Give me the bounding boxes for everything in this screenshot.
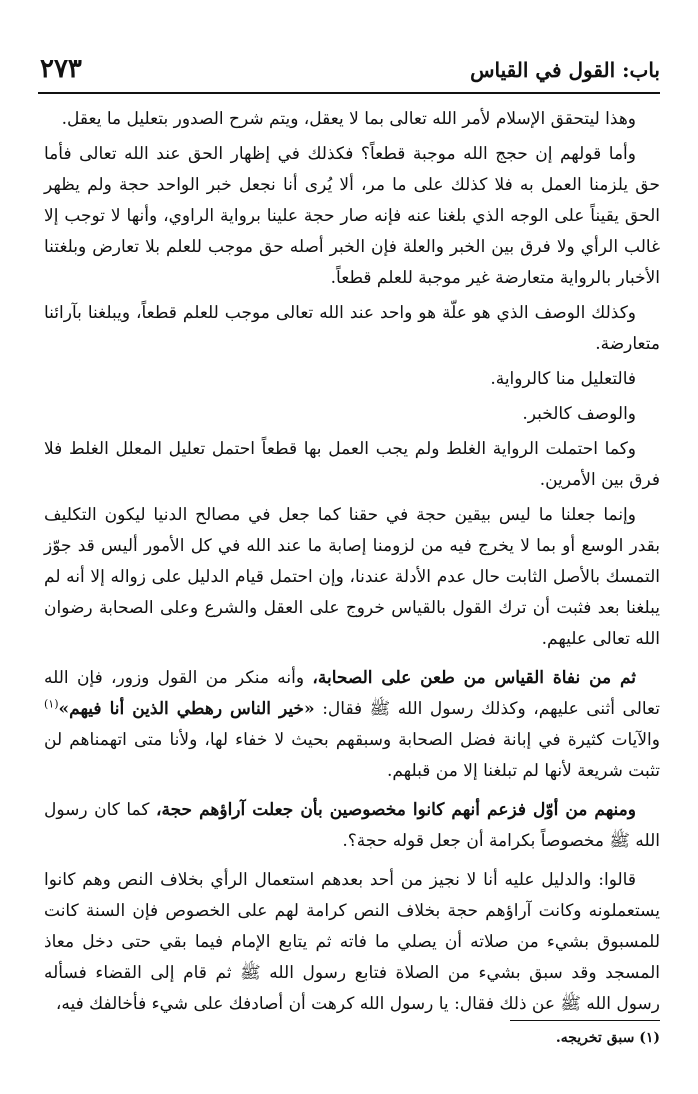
paragraph: وكذلك الوصف الذي هو علّة هو واحد عند الله تعالى موجب للعلم قطعاً، ويبلغنا بآرائنا متعارضة. bbox=[44, 303, 660, 354]
footnote-marker: (١) bbox=[639, 1030, 660, 1046]
section-lead: ثم من نفاة القياس من طعن على الصحابة، bbox=[312, 668, 636, 688]
paragraph: فالتعليل منا كالرواية. bbox=[490, 369, 636, 389]
footnote-divider bbox=[510, 1020, 660, 1021]
paragraph: وهذا ليتحقق الإسلام لأمر الله تعالى بما لا يعقل، ويتم شرح الصدور بتعليل ما يعقل. bbox=[61, 109, 636, 129]
footnote-text: سبق تخريجه. bbox=[555, 1030, 635, 1046]
page-number: ٢٧٣ bbox=[40, 54, 82, 84]
footnote-ref[interactable]: (١) bbox=[44, 697, 59, 711]
paragraph: وكما احتملت الرواية الغلط ولم يجب العمل بها قطعاً احتمل تعليل المعلل الغلط فلا فرق بين الأمرين. bbox=[44, 439, 660, 490]
chapter-title: باب: القول في القياس bbox=[470, 58, 660, 82]
paragraph: وأما قولهم إن حجج الله موجبة قطعاً؟ فكذلك في إظهار الحق عند الله تعالى فأما حق يلزمنا العمل به فلا كذلك على ما مر، ألا يُرى أنا نجعل خبر الواحد حجة ولم يظهر الحق يقيناً على الوجه الذي بلغنا عنه فإنه صار حجة علينا برواية الراوي، وأنها لا توجب إلا غالب الرأي ولا فرق بين الخبر والعلة فإن الخبر أصله حق موجب للعلم بلا تعارض وبلغتنا الأخبار بالرواية متعارضة غير موجبة للعلم قطعاً. bbox=[44, 144, 660, 288]
paragraph-text: والآيات كثيرة في إبانة فضل الصحابة وسبقهم بحيث لا خفاء لها، ولأنا متى اتهمناهم لن تثبت شريعة لأنها لم تبلغنا إلا من قبلهم. bbox=[44, 730, 660, 781]
footnote bbox=[556, 1030, 660, 1046]
section-lead: ومنهم من أوّل فزعم أنهم كانوا مخصوصين بأن جعلت آراؤهم حجة، bbox=[155, 800, 636, 820]
paragraph-section-companions bbox=[44, 663, 660, 787]
paragraph: وإنما جعلنا ما ليس بيقين حجة في حقنا كما جعل في مصالح الدنيا ليكون التكليف بقدر الوسع أو بما لا يخرج فيه من لزومنا إصابة ما عند الله في كل الأمور أليس قد جوّز التمسك بالأصل الثابت حال عدم الأدلة عندنا، وإن احتمل قيام الدليل على زواله إلا أنه لم يبلغنا بعد فثبت أن ترك القول بالقياس خروج على العقل والشرع وعلى الصحابة رضوان الله تعالى عليهم. bbox=[44, 505, 660, 649]
paragraph-text: كما كان رسول الله ﷺ مخصوصاً بكرامة أن جعل قوله حجة؟. bbox=[44, 800, 660, 851]
paragraph: والوصف كالخبر. bbox=[522, 404, 636, 424]
hadith-quote: «خير الناس رهطي الذين أنا فيهم» bbox=[58, 699, 315, 719]
main-text bbox=[44, 104, 660, 1024]
paragraph-text: وأنه منكر من القول وزور، فإن الله تعالى أثنى عليهم، وكذلك رسول الله ﷺ فقال: bbox=[44, 668, 660, 719]
paragraph: قالوا: والدليل عليه أنا لا نجيز من أحد بعدهم استعمال الرأي بخلاف النص وهم كانوا يستعملونه وكانت آراؤهم حجة بخلاف النص كرامة لهم على الخصوص فإن السنة كانت للمسبوق بشيء من صلاته أن يصلي ما فاته ثم يتابع الإمام فيما بقي حتى دخل معاذ المسجد وقد سبق بشيء من الصلاة فتابع رسول الله ﷺ ثم قام إلى القضاء فسأله رسول الله ﷺ عن ذلك فقال: يا رسول الله كرهت أن أصادفك على شيء فأخالفك فيه، bbox=[44, 870, 660, 1014]
page-header bbox=[40, 48, 660, 88]
header-divider bbox=[38, 92, 660, 94]
paragraph-section-interpreters bbox=[44, 795, 660, 857]
